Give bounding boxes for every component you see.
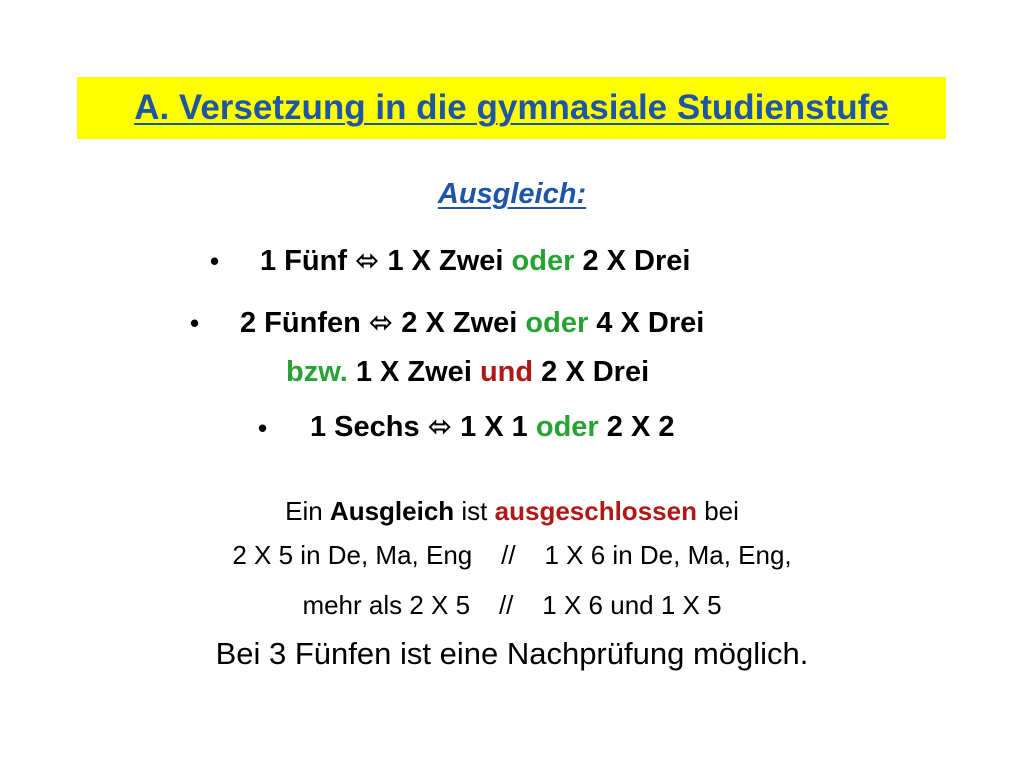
- exclusion-line-1: [0, 496, 1024, 527]
- rule-part2: 2 X Drei: [582, 245, 691, 277]
- exclusion-line-3: mehr als 2 X 5 // 1 X 6 und 1 X 5: [302, 590, 722, 620]
- continuation-prefix: bzw.: [286, 356, 348, 388]
- bullet-point: •: [258, 413, 268, 443]
- rule-3: [310, 409, 674, 444]
- title-banner: [77, 77, 946, 139]
- rule-count: 2 Fünfen: [240, 307, 361, 339]
- bullet-point: •: [210, 246, 220, 276]
- rule-connector: oder: [511, 245, 575, 277]
- rule-part2: 2 X 2: [606, 411, 675, 443]
- double-arrow-icon: ⬄: [427, 411, 453, 443]
- continuation-part1: 1 X Zwei: [355, 356, 472, 388]
- exclusion-prefix: Ein: [285, 496, 323, 526]
- rule-count: 1 Fünf: [260, 245, 347, 277]
- double-arrow-icon: ⬄: [368, 307, 394, 339]
- subheading: Ausgleich:: [437, 178, 587, 210]
- rule-2: [240, 305, 704, 340]
- slide-title: A. Versetzung in die gymnasiale Studienstufe: [134, 88, 889, 127]
- rule-connector: oder: [525, 307, 589, 339]
- rule-connector: oder: [535, 411, 599, 443]
- bullet-point: •: [190, 308, 200, 338]
- rule-1: [260, 243, 690, 278]
- rule-part2: 4 X Drei: [596, 307, 705, 339]
- exclusion-suffix: bei: [704, 496, 739, 526]
- exclusion-line-2: 2 X 5 in De, Ma, Eng // 1 X 6 in De, Ma, Eng,: [232, 540, 792, 570]
- rule-count: 1 Sechs: [310, 411, 420, 443]
- exclusion-emphasis: ausgeschlossen: [494, 496, 697, 526]
- double-arrow-icon: ⬄: [355, 245, 380, 277]
- final-note: Bei 3 Fünfen ist eine Nachprüfung möglich.: [215, 636, 809, 671]
- exclusion-middle: ist: [461, 496, 488, 526]
- rule-part1: 1 X Zwei: [387, 245, 504, 277]
- continuation-part2: 2 X Drei: [541, 356, 650, 388]
- rule-part1: 1 X 1: [460, 411, 528, 443]
- continuation-connector: und: [479, 356, 534, 388]
- rule-part1: 2 X Zwei: [401, 307, 518, 339]
- exclusion-keyword: Ausgleich: [329, 496, 455, 526]
- rule-2-continuation: [286, 356, 649, 389]
